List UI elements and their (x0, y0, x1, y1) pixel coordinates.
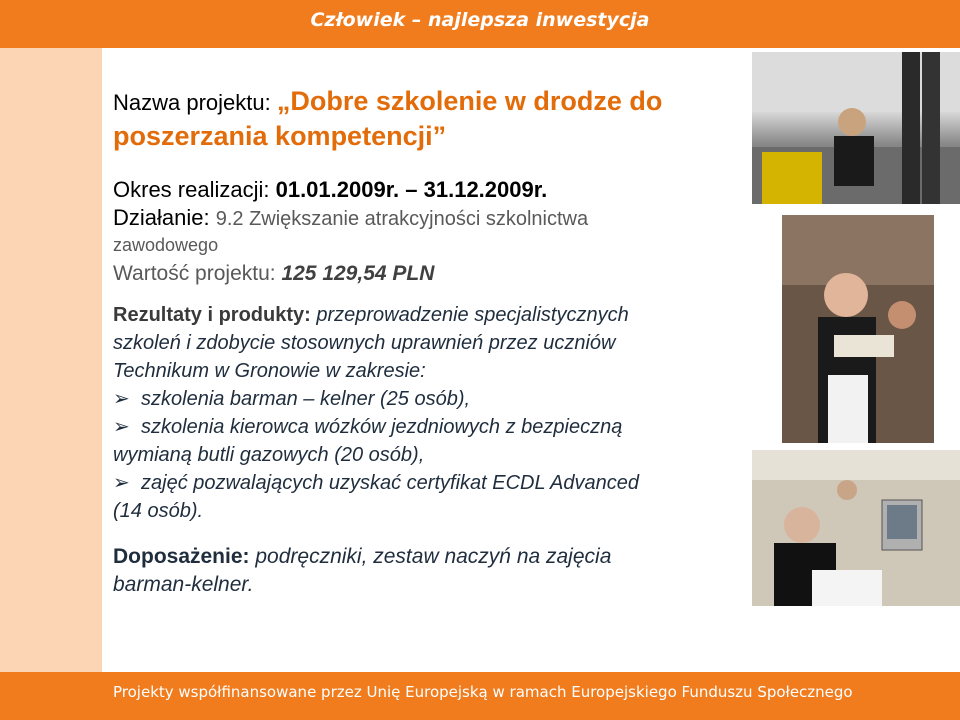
header-title: Człowiek – najlepsza inwestycja (310, 9, 650, 31)
bullet-3-text-cont: (14 osób). (113, 500, 204, 522)
results-intro-1: przeprowadzenie specjalistycznych (316, 304, 629, 326)
value-amount: 125 129,54 PLN (281, 262, 435, 285)
bullet-2-text-cont: wymianą butli gazowych (20 osób), (113, 444, 425, 466)
project-name-line1 (113, 84, 745, 119)
waiter-illustration (782, 215, 934, 443)
project-name-value-2: poszerzania kompetencji” (113, 121, 447, 151)
bullet-1-text: szkolenia barman – kelner (25 osób), (141, 388, 471, 410)
photo-waiter (782, 215, 934, 443)
action-value-2: zawodowego (113, 235, 219, 255)
footer-text: Projekty współfinansowane przez Unię Europejską w ramach Europejskiego Funduszu Społecznego (113, 683, 853, 701)
results-bullet-2 (113, 413, 745, 441)
value-label: Wartość projektu: (113, 262, 282, 285)
results-intro-2: szkoleń i zdobycie stosownych uprawnień przez uczniów (113, 332, 616, 354)
forklift-illustration (752, 52, 960, 204)
photo-forklift (752, 52, 960, 204)
bullet-arrow-icon: ➢ (113, 472, 130, 494)
equipment-label: Doposażenie: (113, 545, 256, 568)
results-intro-3: Technikum w Gronowie w zakresie: (113, 360, 426, 382)
computer-lab-illustration (752, 450, 960, 606)
results-bullet-3 (113, 469, 745, 497)
action-value-1: 9.2 Zwiększanie atrakcyjności szkolnictwa (215, 208, 589, 230)
action-label: Działanie: (113, 205, 216, 230)
results-line1 (113, 301, 745, 329)
action-line (113, 204, 745, 233)
bullet-2-text: szkolenia kierowca wózków jezdniowych z bezpieczną (141, 416, 623, 438)
equipment-value-2: barman-kelner. (113, 573, 254, 596)
photo-computer-lab (752, 450, 960, 606)
equipment-line (113, 543, 745, 571)
equipment-value-1: podręczniki, zestaw naczyń na zajęcia (255, 545, 612, 568)
period-label: Okres realizacji: (113, 177, 276, 202)
period-line (113, 176, 745, 204)
bullet-arrow-icon: ➢ (113, 388, 130, 410)
project-name-label: Nazwa projektu: (113, 90, 277, 115)
project-name-value-1: „Dobre szkolenie w drodze do (276, 86, 663, 116)
project-content (113, 84, 745, 599)
bullet-arrow-icon: ➢ (113, 416, 130, 438)
left-decor-strip (0, 48, 102, 672)
bullet-3-text: zajęć pozwalających uzyskać certyfikat ECDL Advanced (141, 472, 640, 494)
results-label: Rezultaty i produkty: (113, 304, 317, 326)
results-bullet-1 (113, 385, 745, 413)
period-value: 01.01.2009r. – 31.12.2009r. (275, 177, 548, 202)
value-line (113, 257, 745, 291)
